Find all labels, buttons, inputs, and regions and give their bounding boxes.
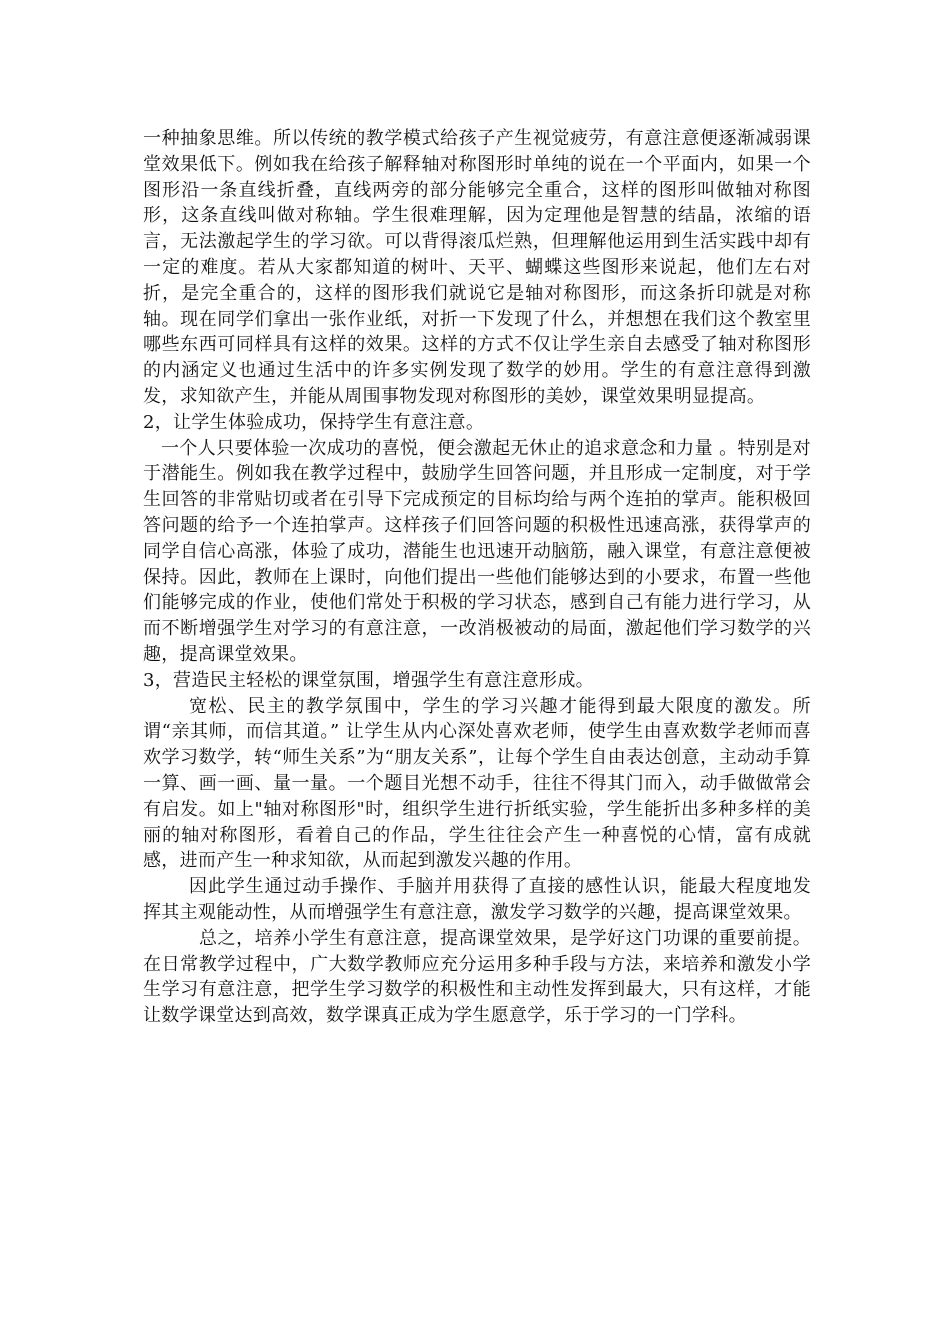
paragraph-democratic-atmosphere: 宽松、民主的教学氛围中，学生的学习兴趣才能得到最大限度的激发。所谓“亲其师，而信其道。” 让学生从内心深处喜欢老师，使学生由喜欢数学老师而喜欢学习数学，转“师生关系”为“朋友关系”，让每个学生自由表达创意，主动动手算一算、画一画、量一量。一个题目光想不动手，往往不得其门而入，动手做做常会有启发。如上"轴对称图形"时，组织学生进行折纸实验，学生能折出多种多样的美丽的轴对称图形，看着自己的作品，学生往往会产生一种喜悦的心情，富有成就感，进而产生一种求知欲，从而起到激发兴趣的作用。 — [143, 695, 811, 872]
section-heading-2: 2，让学生体验成功，保持学生有意注意。 — [143, 411, 485, 433]
paragraph-hands-on-operation: 因此学生通过动手操作、手脑并用获得了直接的感性认识，能最大程度地发挥其主观能动性，从而增强学生有意注意，激发学习数学的兴趣，提高课堂效果。 — [143, 876, 811, 923]
paragraph-conclusion: 总之，培养小学生有意注意，提高课堂效果，是学好这门功课的重要前提。在日常教学过程中，广大数学教师应充分运用多种手段与方法，来培养和激发小学生学习有意注意，把学生学习数学的积极性和主动性发挥到最大，只有这样，才能让数学课堂达到高效，数学课真正成为学生愿意学，乐于学习的一门学科。 — [143, 927, 811, 1027]
document-body — [143, 126, 811, 1029]
paragraph-success-experience: 一个人只要体验一次成功的喜悦，便会激起无休止的追求意念和力量 。特别是对于潜能生。例如我在教学过程中，鼓励学生回答问题，并且形成一定制度，对于学生回答的非常贴切或者在引导下完成预定的目标均给与两个连拍的掌声。能积极回答问题的给予一个连拍掌声。这样孩子们回答问题的积极性迅速高涨，获得掌声的同学自信心高涨，体验了成功，潜能生也迅速开动脑筋，融入课堂，有意注意便被保持。因此，教师在上课时，向他们提出一些他们能够达到的小要求，布置一些他们能够完成的作业，使他们常处于积极的学习状态，感到自己有能力进行学习，从而不断增强学生对学习的有意注意，一改消极被动的局面，激起他们学习数学的兴趣，提高课堂效果。 — [143, 437, 811, 665]
section-heading-3: 3，营造民主轻松的课堂氛围，增强学生有意注意形成。 — [143, 669, 594, 691]
paragraph-axis-symmetry-example: 一种抽象思维。所以传统的教学模式给孩子产生视觉疲劳，有意注意便逐渐减弱课堂效果低下。例如我在给孩子解释轴对称图形时单纯的说在一个平面内，如果一个图形沿一条直线折叠，直线两旁的部分能够完全重合，这样的图形叫做轴对称图形，这条直线叫做对称轴。学生很难理解，因为定理他是智慧的结晶，浓缩的语言，无法激起学生的学习欲。可以背得滚瓜烂熟，但理解他运用到生活实践中却有一定的难度。若从大家都知道的树叶、天平、蝴蝶这些图形来说起，他们左右对折，是完全重合的，这样的图形我们就说它是轴对称图形，而这条折印就是对称轴。现在同学们拿出一张作业纸，对折一下发现了什么，并想想在我们这个教室里哪些东西可同样具有这样的效果。这样的方式不仅让学生亲自去感受了轴对称图形的内涵定义也通过生活中的许多实例发现了数学的妙用。学生的有意注意得到激发，求知欲产生，并能从周围事物发现对称图形的美妙，课堂效果明显提高。 — [143, 128, 811, 407]
